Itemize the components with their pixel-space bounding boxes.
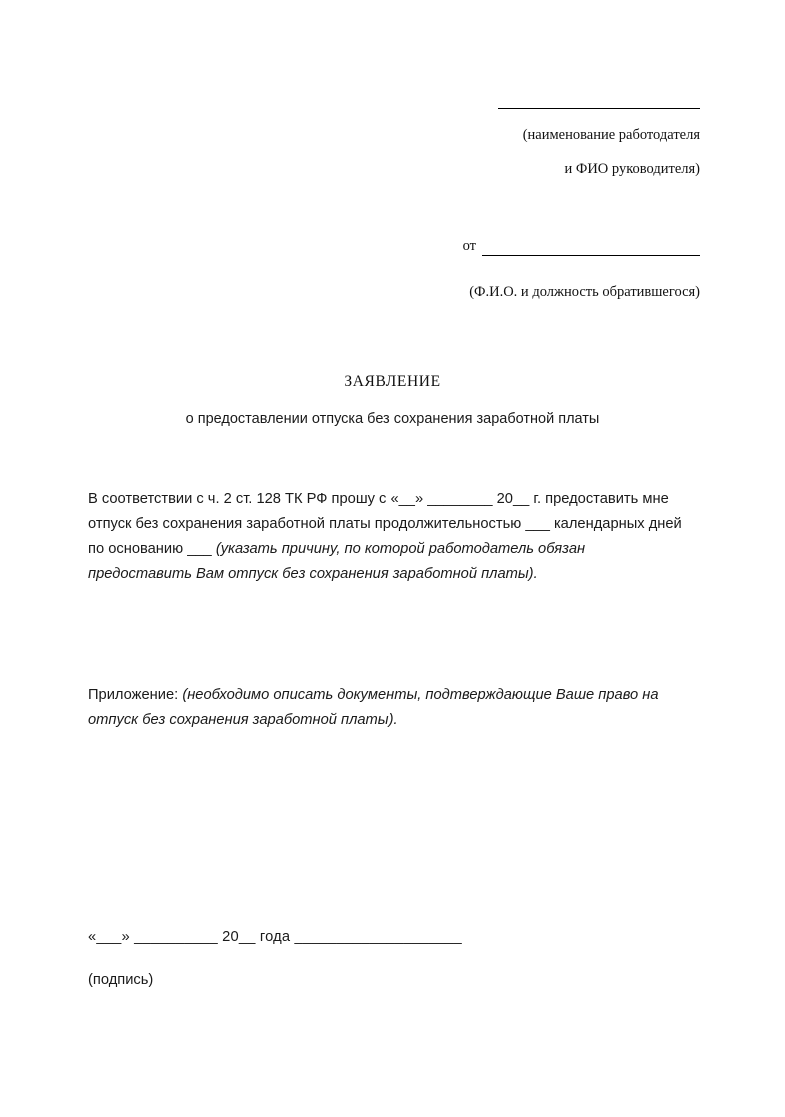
document-title: ЗАЯВЛЕНИЕ	[344, 373, 441, 390]
employer-caption-line-1: (наименование работодателя	[522, 127, 700, 143]
employer-caption-line-2: и ФИО руководителя)	[564, 161, 700, 177]
main-paragraph-italic-note: (указать причину, по которой работодатель обязан предоставить Вам отпуск без сохранения заработной платы).	[88, 540, 586, 582]
applicant-from-row	[420, 238, 700, 256]
applicant-caption: (Ф.И.О. и должность обратившегося)	[469, 284, 700, 300]
signature-date-line: «___» __________ 20__ года ____________________	[88, 929, 462, 945]
main-paragraph	[88, 487, 688, 587]
attachment-paragraph	[88, 683, 688, 733]
employer-name-blank-line	[498, 108, 700, 109]
signature-caption: (подпись)	[88, 972, 154, 988]
from-label: от	[462, 238, 476, 254]
main-paragraph-text: В соответствии с ч. 2 ст. 128 ТК РФ прошу с «__» ________ 20__ г. предоставить мне отпуск без сохранения заработной платы продолжительностью ___ календарных дней по основанию ___	[88, 490, 682, 557]
attachment-label: Приложение:	[88, 686, 183, 703]
attachment-italic-note: (необходимо описать документы, подтверждающие Ваше право на отпуск без сохранения заработной платы).	[88, 686, 659, 728]
applicant-name-blank-line	[482, 255, 700, 256]
document-subtitle: о предоставлении отпуска без сохранения заработной платы	[185, 411, 600, 427]
addressee-block	[420, 108, 700, 179]
